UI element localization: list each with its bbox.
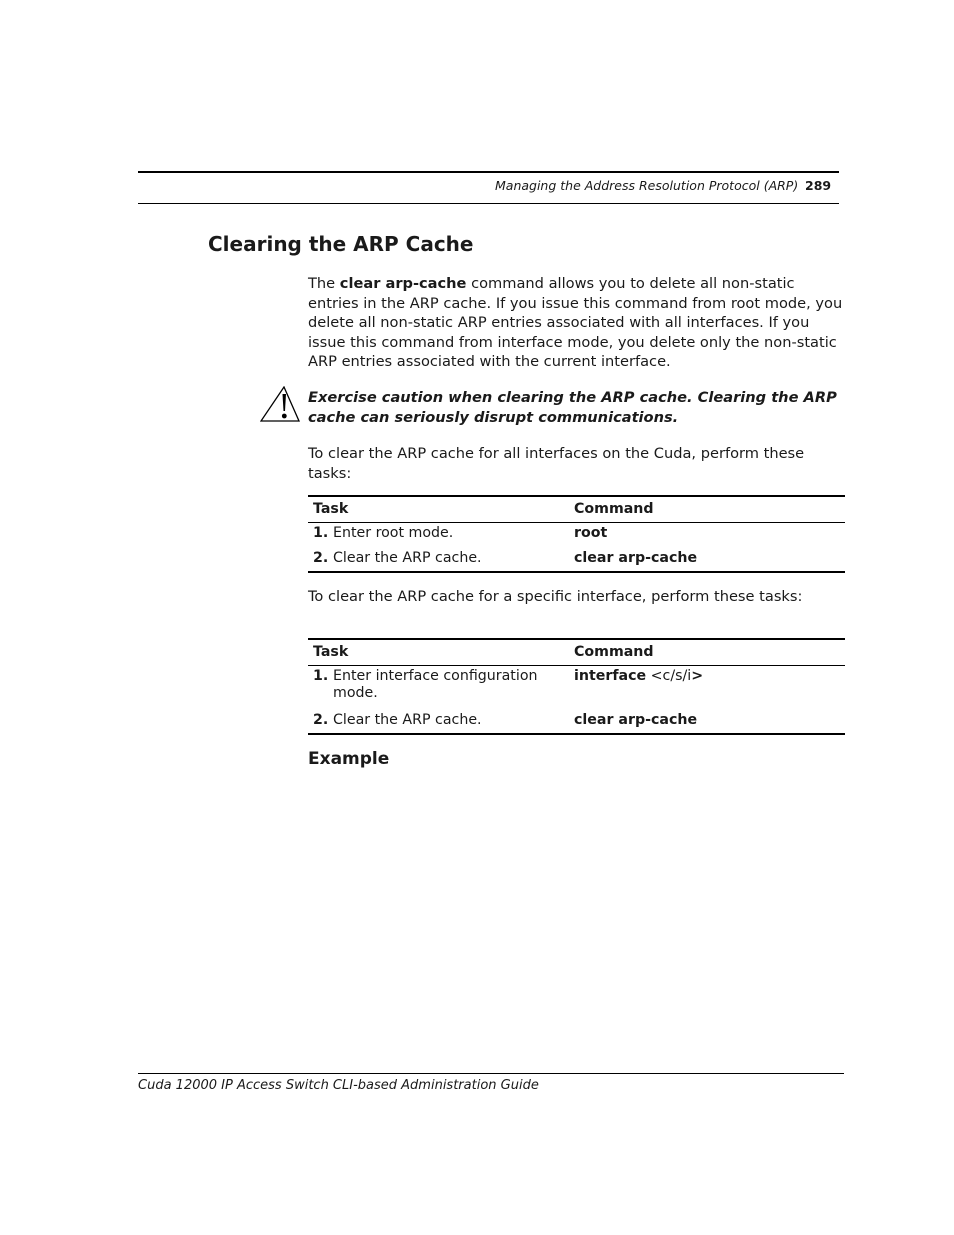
caution-text: Exercise caution when clearing the ARP cache. Clearing the ARP cache can seriously disrupt communications. <box>308 389 837 426</box>
step-command: root <box>574 525 608 541</box>
table-header-command: Command <box>569 639 845 666</box>
step-task: Clear the ARP cache. <box>333 550 482 566</box>
page-number: 289 <box>805 178 832 193</box>
step-task: Enter interface configuration mode. <box>333 668 538 701</box>
intro-paragraph <box>308 274 843 372</box>
step-number: 1. <box>313 668 329 684</box>
table-header-command: Command <box>569 496 845 523</box>
step-task: Enter root mode. <box>333 525 454 541</box>
command-keyword: interface <box>574 668 647 684</box>
step-task: Clear the ARP cache. <box>333 712 482 728</box>
all-interfaces-intro: To clear the ARP cache for all interfaces on the Cuda, perform these tasks: <box>308 445 805 482</box>
specific-interface-intro: To clear the ARP cache for a specific interface, perform these tasks: <box>308 588 803 605</box>
table-row <box>308 546 845 572</box>
command-argument: <c/s/i <box>646 668 692 684</box>
step-number: 2. <box>313 550 329 566</box>
header-rule-top <box>138 171 839 173</box>
example-heading: Example <box>308 749 390 769</box>
task-table-all-interfaces <box>308 495 845 573</box>
table-header-task: Task <box>308 639 569 666</box>
footer-rule <box>138 1073 844 1074</box>
intro-suffix: command allows you to delete all non-static entries in the ARP cache. If you issue this command from root mode, you delete all non-static ARP entries associated with all interfaces. If you issue this command from interface mode, you delete only the non-static ARP entries associated with the current interface. <box>308 275 843 371</box>
command-close: > <box>691 668 704 684</box>
caution-icon <box>260 386 300 422</box>
header-rule-bottom <box>138 203 839 204</box>
step-command <box>569 666 845 707</box>
running-header: Managing the Address Resolution Protocol (ARP) <box>495 178 799 193</box>
table-row <box>308 666 845 707</box>
task-table-specific-interface <box>308 638 845 735</box>
step-number: 2. <box>313 712 329 728</box>
intro-command: clear arp-cache <box>339 275 467 292</box>
table-row <box>308 706 845 734</box>
step-command: clear arp-cache <box>569 706 845 734</box>
table-header-row <box>308 496 845 523</box>
table-header-task: Task <box>308 496 569 523</box>
table-header-row <box>308 639 845 666</box>
footer-guide-title: Cuda 12000 IP Access Switch CLI-based Administration Guide <box>138 1078 539 1093</box>
table-row <box>308 523 845 547</box>
step-command: clear arp-cache <box>569 546 845 572</box>
intro-prefix: The <box>308 275 340 292</box>
step-number: 1. <box>313 525 329 541</box>
section-title: Clearing the ARP Cache <box>208 232 474 256</box>
